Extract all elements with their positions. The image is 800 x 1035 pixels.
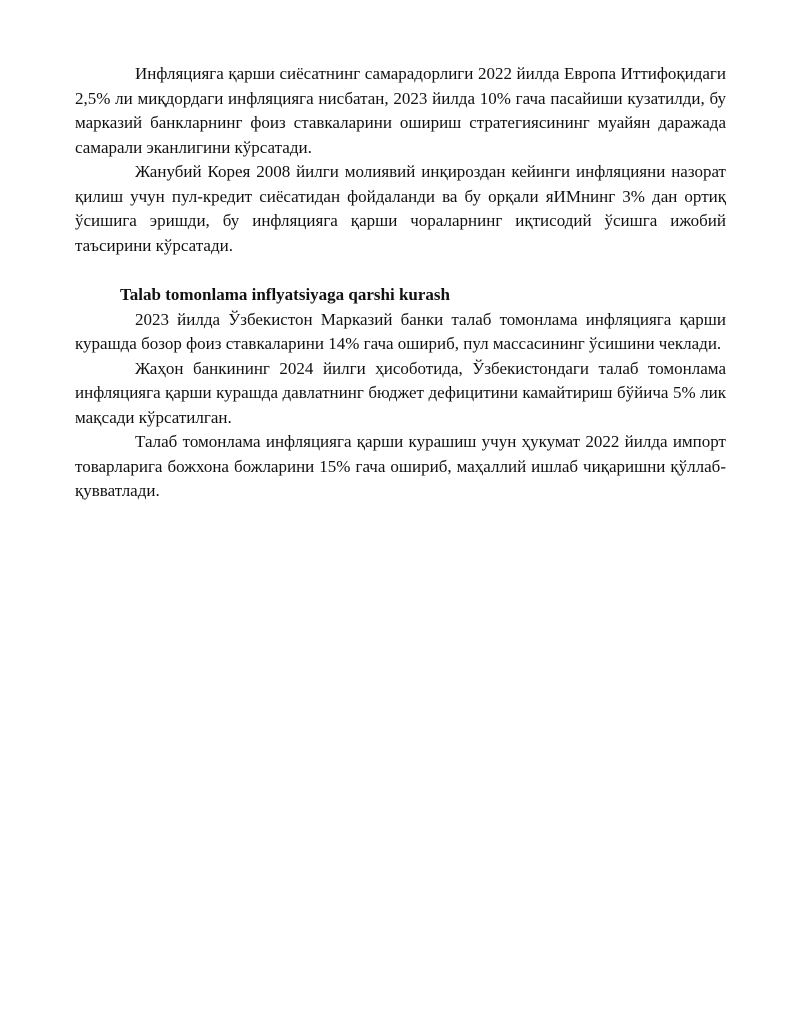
paragraph-world-bank-report: Жаҳон банкининг 2024 йилги ҳисоботида, Ўзбекистондаги талаб томонлама инфляцияга қарши курашда давлатнинг бюджет дефицитини камайтириш бўйича 5% лик мақсади кўрсатилган. [75,358,726,427]
paragraph-south-korea: Жанубий Корея 2008 йилги молиявий инқироздан кейинги инфляцияни назорат қилиш учун пул-кредит сиёсатидан фойдаланди ва бу орқали яИМнинг 3% дан ортиқ ўсишига эришди, бу инфляцияга қарши чораларнинг иқтисодий ўсишга ижобий таъсирини кўрсатади. [75,162,726,255]
paragraph-customs-duties: Талаб томонлама инфляцияга қарши курашиш учун ҳукумат 2022 йилда импорт товарларига божхона божларини 15% гача ошириб, маҳаллий ишлаб чиқаришни қўллаб-қувватлади. [75,432,726,500]
document-body [75,62,726,504]
paragraph-central-bank-uzbekistan: 2023 йилда Ўзбекистон Марказий банки талаб томонлама инфляцияга қарши курашда бозор фоиз ставкаларини 14% гача ошириб, пул массасининг ўсишини чеклади. [75,309,726,353]
paragraph-eu-inflation: Инфляцияга қарши сиёсатнинг самарадорлиги 2022 йилда Европа Иттифоқидаги 2,5% ли миқдордаги инфляцияга нисбатан, 2023 йилда 10% гача пасайиши кузатилди, бу марказий банкларнинг фоиз ставкаларини ошириш стратегиясининг муайян даражада самарали эканлигини кўрсатади. [75,64,726,157]
section-heading: Talab tomonlama inflyatsiyaga qarshi kurash [120,285,450,304]
